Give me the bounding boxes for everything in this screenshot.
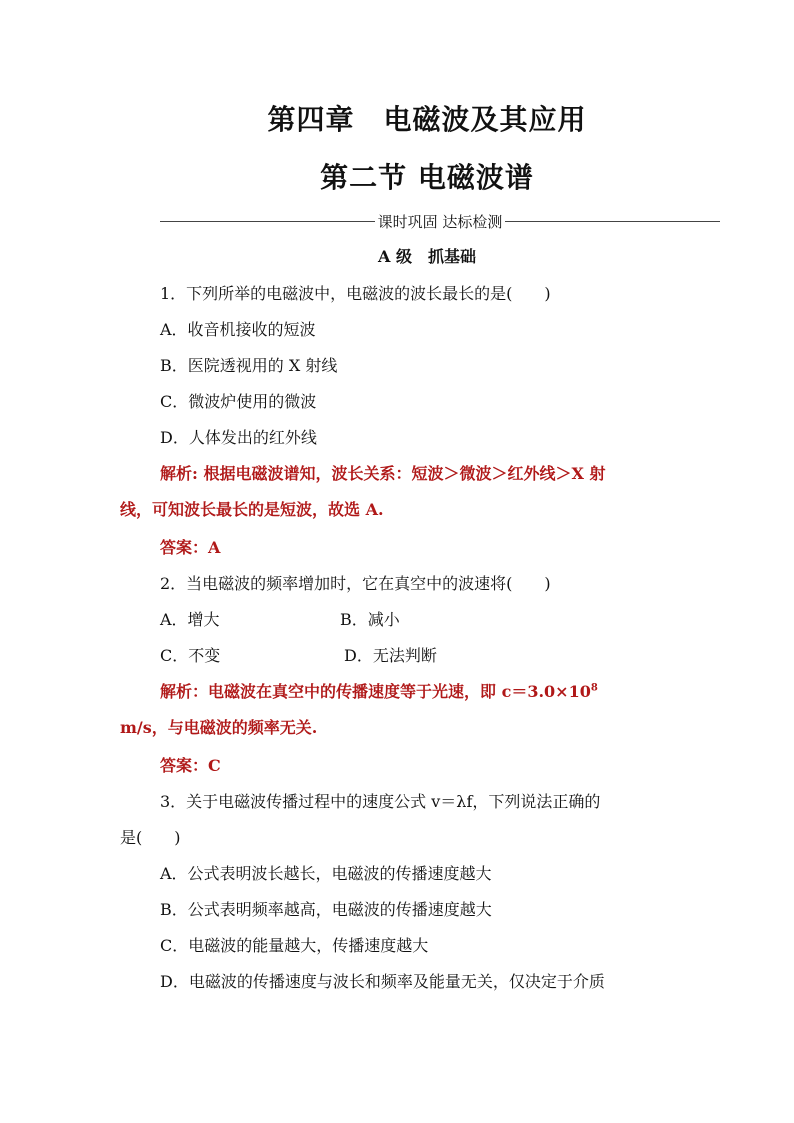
banner-right-rule bbox=[505, 221, 720, 222]
question-1-option-b: B．医院透视用的 X 射线 bbox=[160, 356, 338, 375]
question-3-option-c: C．电磁波的能量越大，传播速度越大 bbox=[160, 936, 429, 955]
question-3-option-a: A．公式表明波长越长，电磁波的传播速度越大 bbox=[160, 864, 492, 883]
question-3-stem-cont: 是( ) bbox=[120, 828, 181, 847]
question-1-option-a: A．收音机接收的短波 bbox=[160, 320, 316, 339]
section-title: 第二节 电磁波谱 bbox=[320, 161, 534, 194]
level-heading: A 级 抓基础 bbox=[378, 247, 476, 266]
question-2-option-d: D．无法判断 bbox=[344, 646, 437, 665]
analysis-text: : 根据电磁波谱知，波长关系：短波＞微波＞红外线＞X 射 bbox=[192, 464, 606, 483]
exponent: 8 bbox=[590, 682, 598, 694]
analysis-text: ：电磁波在真空中的传播速度等于光速，即 c＝3.0×10 bbox=[192, 682, 591, 701]
question-2-analysis bbox=[160, 681, 598, 703]
answer-value: A bbox=[208, 538, 221, 557]
question-1-stem: 1．下列所举的电磁波中，电磁波的波长最长的是( ) bbox=[160, 284, 551, 303]
question-2-stem: 2．当电磁波的频率增加时，它在真空中的波速将( ) bbox=[160, 574, 551, 593]
section-banner bbox=[160, 210, 720, 232]
answer-value: C bbox=[208, 756, 221, 775]
analysis-label: 解析 bbox=[160, 682, 193, 701]
question-2-answer bbox=[160, 755, 221, 777]
question-1-analysis-cont: 线，可知波长最长的是短波，故选 A. bbox=[120, 500, 384, 519]
question-2-option-b: B．减小 bbox=[340, 610, 400, 629]
question-1-option-c: C．微波炉使用的微波 bbox=[160, 392, 317, 411]
banner-left-rule bbox=[160, 221, 375, 222]
banner-text: 课时巩固 达标检测 bbox=[377, 212, 503, 231]
question-2-option-c: C．不变 bbox=[160, 646, 221, 665]
question-1-analysis bbox=[160, 463, 605, 485]
answer-label: 答案： bbox=[160, 538, 209, 557]
question-3-option-d: D．电磁波的传播速度与波长和频率及能量无关，仅决定于介质 bbox=[160, 972, 605, 991]
question-2-analysis-cont: m/s，与电磁波的频率无关. bbox=[120, 718, 318, 737]
question-1-option-d: D．人体发出的红外线 bbox=[160, 428, 317, 447]
answer-label: 答案： bbox=[160, 756, 209, 775]
question-2-option-a: A．增大 bbox=[160, 610, 220, 629]
question-3-stem: 3．关于电磁波传播过程中的速度公式 v＝λf，下列说法正确的 bbox=[160, 792, 601, 811]
question-1-answer bbox=[160, 537, 220, 559]
question-3-option-b: B．公式表明频率越高，电磁波的传播速度越大 bbox=[160, 900, 492, 919]
analysis-label: 解析 bbox=[160, 464, 193, 483]
chapter-title: 第四章 电磁波及其应用 bbox=[267, 103, 587, 136]
